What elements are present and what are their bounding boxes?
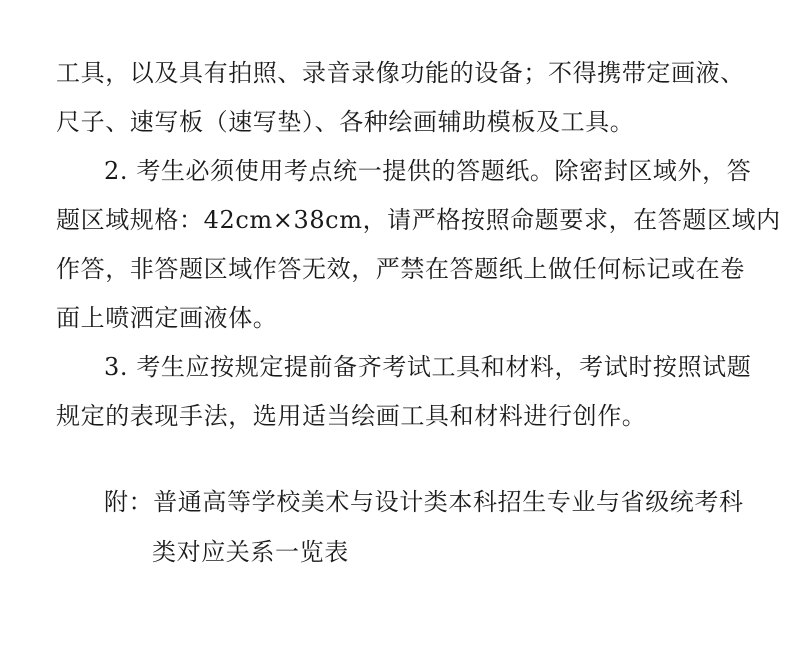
paragraph-2-line-3: 作答，非答题区域作答无效，严禁在答题纸上做任何标记或在卷 xyxy=(56,255,745,283)
paragraph-3-line-2: 规定的表现手法，选用适当绘画工具和材料进行创作。 xyxy=(56,402,647,430)
paragraph-3-line-1: 3. 考生应按规定提前备齐考试工具和材料，考试时按照试题 xyxy=(104,353,752,381)
paragraph-2-line-4: 面上喷洒定画液体。 xyxy=(56,304,278,332)
appendix-line-1: 附：普通高等学校美术与设计类本科招生专业与省级统考科 xyxy=(104,488,744,516)
paragraph-2-line-2: 题区域规格：42cm×38cm，请严格按照命题要求，在答题区域内 xyxy=(56,206,781,234)
paragraph-1-line-1: 工具，以及具有拍照、录音录像功能的设备；不得携带定画液、 xyxy=(56,59,745,87)
paragraph-2-line-1: 2. 考生必须使用考点统一提供的答题纸。除密封区域外，答 xyxy=(104,157,752,185)
appendix-line-2: 类对应关系一览表 xyxy=(152,538,349,566)
paragraph-1-line-2: 尺子、速写板（速写垫）、各种绘画辅助模板及工具。 xyxy=(56,108,635,136)
